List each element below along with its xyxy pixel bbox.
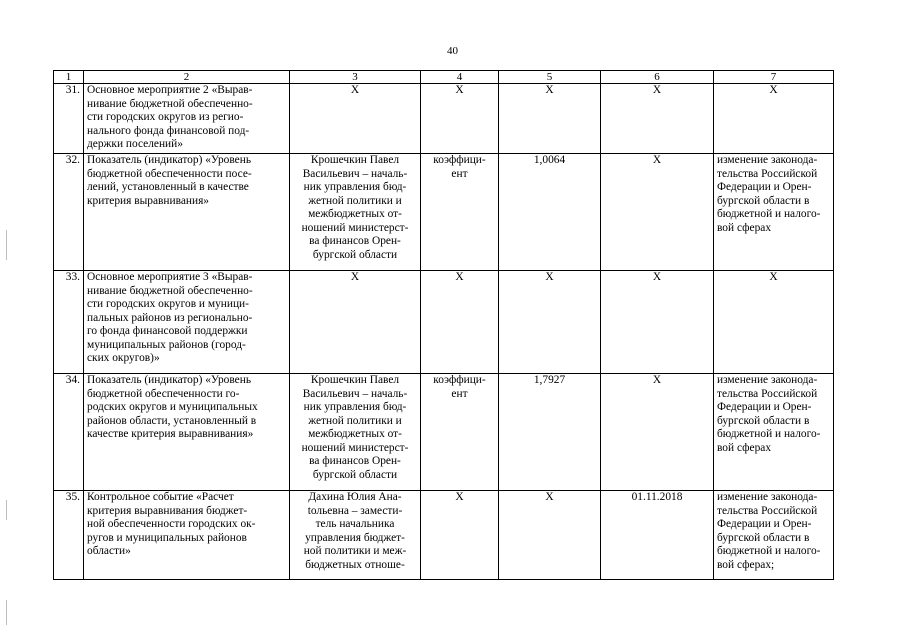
column-header: 4 — [421, 71, 499, 84]
unit-of-measure: коэффици- ент — [421, 154, 499, 271]
responsible-person: X — [290, 271, 421, 374]
measure-name: Показатель (индикатор) «Уровень бюджетной обеспеченности посе- лений, установленный в качестве критерия выравнивания» — [84, 154, 290, 271]
column-header: 2 — [84, 71, 290, 84]
indicator-value: X — [499, 491, 601, 580]
column-header: 7 — [714, 71, 834, 84]
risk-note: изменение законода- тельства Российской Федерации и Орен- бургской области в бюджетной и налого- вой сферах — [714, 374, 834, 491]
table-row — [54, 491, 834, 580]
responsible-person: X — [290, 84, 421, 154]
scan-edge-mark — [6, 600, 7, 625]
responsible-person: Дахина Юлия Ана- tольевна – замести- тель начальника управления бюджет- ной политики и меж- бюджетных отноше- — [290, 491, 421, 580]
indicator-value: 1,0064 — [499, 154, 601, 271]
row-number: 32. — [54, 154, 84, 271]
deadline-date: X — [601, 154, 714, 271]
unit-of-measure: X — [421, 271, 499, 374]
indicator-value: X — [499, 271, 601, 374]
risk-note: изменение законода- тельства Российской Федерации и Орен- бургской области в бюджетной и налого- вой сферах; — [714, 491, 834, 580]
indicator-value: 1,7927 — [499, 374, 601, 491]
table-row — [54, 374, 834, 491]
measures-table — [53, 70, 834, 580]
table-row — [54, 84, 834, 154]
indicator-value: X — [499, 84, 601, 154]
column-header: 1 — [54, 71, 84, 84]
unit-of-measure: коэффици- ент — [421, 374, 499, 491]
deadline-date: 01.11.2018 — [601, 491, 714, 580]
deadline-date: X — [601, 271, 714, 374]
header-row — [54, 71, 834, 84]
page-number: 40 — [447, 45, 458, 57]
measure-name: Контрольное событие «Расчет критерия выравнивания бюджет- ной обеспеченности городских ок- ругов и муниципальных районов области» — [84, 491, 290, 580]
column-header: 3 — [290, 71, 421, 84]
unit-of-measure: X — [421, 491, 499, 580]
row-number: 33. — [54, 271, 84, 374]
scan-edge-mark — [6, 500, 7, 520]
deadline-date: X — [601, 84, 714, 154]
risk-note: X — [714, 84, 834, 154]
risk-note: X — [714, 271, 834, 374]
row-number: 31. — [54, 84, 84, 154]
deadline-date: X — [601, 374, 714, 491]
measure-name: Показатель (индикатор) «Уровень бюджетной обеспеченности го- родских округов и муниципальных районов области, установленный в качестве критерия выравнивания» — [84, 374, 290, 491]
column-header: 5 — [499, 71, 601, 84]
risk-note: изменение законода- тельства Российской Федерации и Орен- бургской области в бюджетной и налого- вой сферах — [714, 154, 834, 271]
column-header: 6 — [601, 71, 714, 84]
responsible-person: Крошечкин Павел Васильевич – началь- ник управления бюд- жетной политики и межбюджетных от- ношений министерст- ва финансов Орен- бургской области — [290, 374, 421, 491]
measure-name: Основное мероприятие 3 «Вырав- нивание бюджетной обеспеченно- сти городских округов и муници- пальных районов из регионально- го фонда финансовой поддержки муниципальных районов (город- ских округов)» — [84, 271, 290, 374]
table-row — [54, 271, 834, 374]
unit-of-measure: X — [421, 84, 499, 154]
scan-edge-mark — [6, 230, 7, 260]
row-number: 34. — [54, 374, 84, 491]
table-row — [54, 154, 834, 271]
row-number: 35. — [54, 491, 84, 580]
responsible-person: Крошечкин Павел Васильевич – началь- ник управления бюд- жетной политики и межбюджетных от- ношений министерст- ва финансов Орен- бургской области — [290, 154, 421, 271]
measure-name: Основное мероприятие 2 «Вырав- нивание бюджетной обеспеченно- сти городских округов из регио- нального фонда финансовой под- держки поселений» — [84, 84, 290, 154]
